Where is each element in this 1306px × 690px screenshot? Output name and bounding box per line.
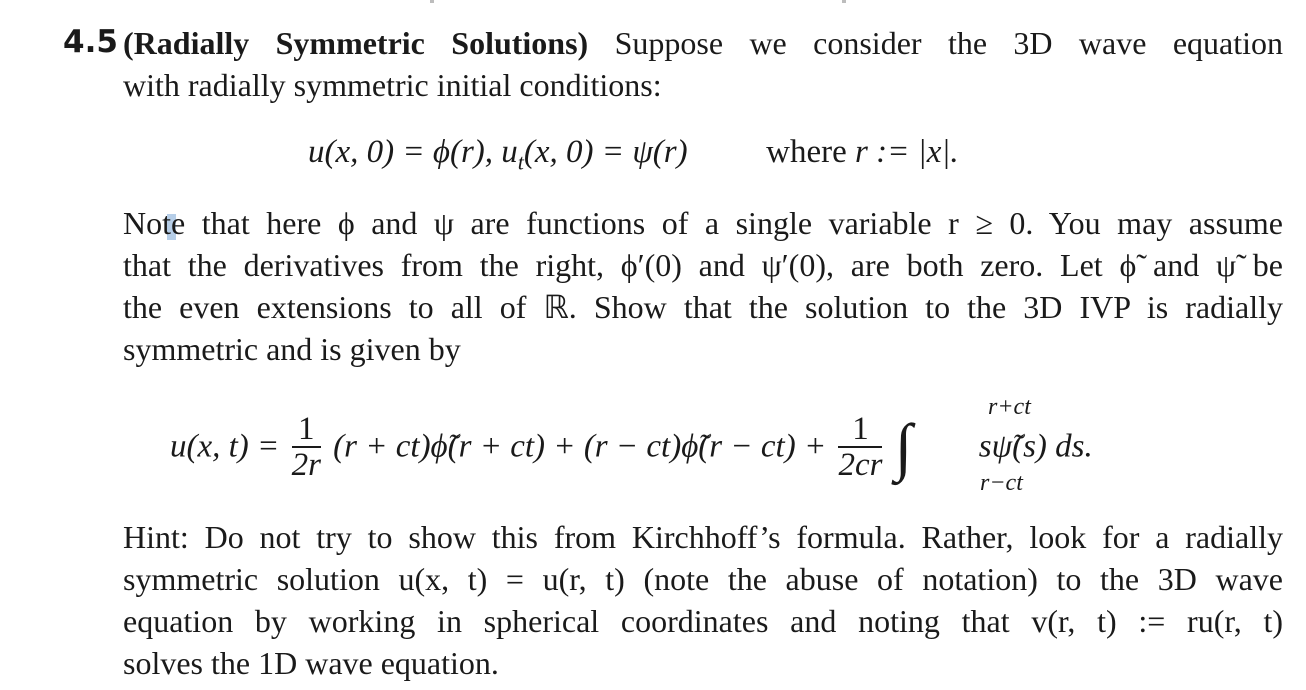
- statement-line-3: the even extensions to all of ℝ. Show that the solution to the 3D IVP is radially: [123, 289, 1283, 325]
- problem-number: 4.5: [63, 24, 118, 60]
- problem-intro: [123, 22, 1283, 106]
- solution-formula: [170, 394, 1190, 500]
- initial-conditions-equation: [308, 134, 959, 176]
- integral-sign: ∫: [894, 411, 913, 482]
- formula-lhs: u(x, t) =: [170, 428, 280, 465]
- hint-line-3: equation by working in spherical coordinates and noting that v(r, t) := ru(r, t): [123, 603, 1283, 639]
- problem-title: (Radially Symmetric Solutions): [123, 25, 589, 61]
- eq1-rhs: (x, 0) = ψ(r): [523, 134, 688, 170]
- integral-upper-limit: r+ct: [988, 394, 1031, 420]
- problem-statement: [123, 202, 1283, 370]
- statement-line-2: that the derivatives from the right, ϕ′(0) and ψ′(0), are both zero. Let ϕ̃ and ψ̃ be: [123, 247, 1283, 283]
- eq1-subscript: t: [517, 149, 524, 175]
- hint-paragraph: [123, 516, 1283, 684]
- frac1-denominator: 2r: [291, 447, 321, 483]
- frac2-denominator: 2cr: [838, 447, 883, 483]
- integrand: sψ̃(s) ds.: [978, 428, 1093, 465]
- cropped-text-fragment: [430, 0, 434, 3]
- statement-line-1: Note that here ϕ and ψ are functions of a single variable r ≥ 0. You may assume: [123, 205, 1283, 241]
- hint-line-2: symmetric solution u(x, t) = u(r, t) (note the abuse of notation) to the 3D wave: [123, 561, 1283, 597]
- eq1-lhs: u(x, 0) = ϕ(r), u: [308, 134, 518, 170]
- integral-lower-limit: r−ct: [980, 470, 1023, 496]
- frac1-numerator: 1: [292, 412, 321, 448]
- fraction-one-over-2r: [292, 412, 321, 482]
- hint-line-1: Hint: Do not try to show this from Kirchhoff’s formula. Rather, look for a radially: [123, 519, 1283, 555]
- frac2-numerator: 1: [838, 412, 882, 448]
- intro-rest: Suppose we consider the 3D wave equation: [588, 25, 1284, 61]
- statement-line-4: symmetric and is given by: [123, 331, 461, 367]
- fraction-one-over-2cr: [838, 412, 882, 482]
- cropped-text-fragment: [842, 0, 846, 3]
- intro-line-2: with radially symmetric initial conditions:: [123, 67, 662, 103]
- intro-line-1: [123, 22, 1283, 64]
- eq1-where: where: [766, 134, 847, 170]
- formula-middle: (r + ct)ϕ̃(r + ct) + (r − ct)ϕ̃(r − ct) +: [333, 428, 827, 465]
- hint-line-4: solves the 1D wave equation.: [123, 645, 499, 681]
- eq1-r-definition: r := |x|.: [855, 134, 959, 170]
